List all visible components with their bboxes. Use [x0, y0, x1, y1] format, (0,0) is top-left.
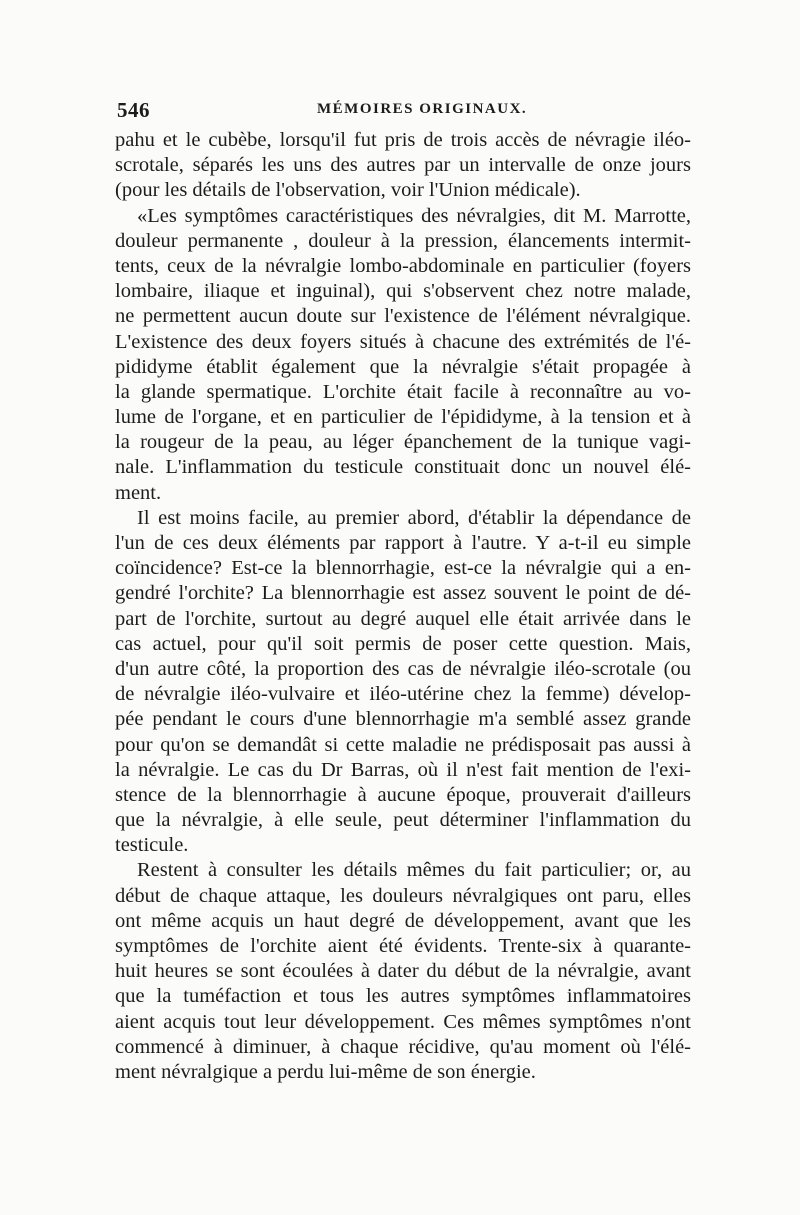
text-line: l'un de ces deux éléments par rapport à l'autre. Y a-t-il eu simple — [115, 532, 691, 554]
text-line: la névralgie. Le cas du Dr Barras, où il n'est fait mention de l'exi- — [115, 758, 691, 781]
text-line: début de chaque attaque, les douleurs névralgiques ont paru, elles — [115, 884, 691, 907]
text-line: scrotale, séparés les uns des autres par un intervalle de onze jours — [115, 154, 691, 177]
text-line: Il est moins facile, au premier abord, d'établir la dépendance de — [137, 506, 691, 529]
text-line: ment névralgique a perdu lui-même de son énergie. — [115, 1060, 536, 1083]
text-line: huit heures se sont écoulées à dater du début de la névralgie, avant — [115, 960, 691, 983]
text-line: cas actuel, pour qu'il soit permis de poser cette question. Mais, — [115, 632, 691, 655]
text-line: gendré l'orchite? La blennorrhagie est assez souvent le point de dé- — [115, 582, 691, 605]
text-line: que la névralgie, à elle seule, peut déterminer l'inflammation du — [115, 809, 691, 832]
text-line: Restent à consulter les détails mêmes du fait particulier; or, au — [137, 859, 691, 882]
text-line: pididyme établit également que la névralgie s'était propagée à — [115, 355, 691, 378]
text-line: pée pendant le cours d'une blennorrhagie m'a semblé assez grande — [115, 708, 691, 731]
text-line: testicule. — [115, 834, 189, 857]
text-line: lume de l'organe, et en particulier de l'épididyme, à la tension et à — [115, 406, 691, 429]
text-line: ne permettent aucun doute sur l'existence de l'élément névralgique. — [115, 305, 691, 328]
text-line: stence de la blennorrhagie à aucune époque, prouverait d'ailleurs — [115, 783, 691, 806]
text-line: commencé à diminuer, à chaque récidive, qu'au moment où l'élé- — [115, 1035, 691, 1058]
text-line: ont même acquis un haut degré de développement, avant que les — [115, 909, 691, 932]
running-head — [117, 98, 690, 124]
text-line: pour qu'on se demandât si cette maladie ne prédisposait pas aussi à — [115, 733, 691, 756]
text-line: nale. L'inflammation du testicule constituait donc un nouvel élé- — [115, 456, 691, 479]
text-line: coïncidence? Est-ce la blennorrhagie, est-ce la névralgie qui a en- — [115, 557, 691, 580]
text-line: aient acquis tout leur développement. Ces mêmes symptômes n'ont — [115, 1010, 691, 1033]
text-line: la rougeur de la peau, au léger épanchement de la tunique vagi- — [115, 431, 691, 454]
text-line: douleur permanente , douleur à la pression, élancements intermit- — [115, 229, 691, 252]
text-line: pahu et le cubèbe, lorsqu'il fut pris de trois accès de névragie iléo- — [115, 129, 691, 151]
text-line: symptômes de l'orchite aient été évidents. Trente-six à quarante- — [115, 935, 691, 957]
text-line: que la tuméfaction et tous les autres symptômes inflammatoires — [115, 985, 691, 1008]
text-line: d'un autre côté, la proportion des cas de névralgie iléo-scrotale (ou — [115, 657, 691, 680]
text-line: lombaire, iliaque et inguinal), qui s'observent chez notre malade, — [115, 280, 691, 303]
text-line: de névralgie iléo-vulvaire et iléo-utérine chez la femme) dévelop- — [115, 683, 691, 706]
running-title: MÉMOIRES ORIGINAUX. — [317, 101, 528, 117]
page-number: 546 — [117, 98, 150, 122]
text-line: tents, ceux de la névralgie lombo-abdominale en particulier (foyers — [115, 254, 691, 277]
text-line: «Les symptômes caractéristiques des névralgies, dit M. Marrotte, — [137, 204, 691, 227]
body-text — [115, 128, 691, 1085]
text-line: ment. — [115, 481, 162, 504]
text-line: L'existence des deux foyers situés à chacune des extrémités de l'é- — [115, 330, 691, 353]
text-line: (pour les détails de l'observation, voir l'Union médicale). — [115, 179, 581, 202]
text-line: part de l'orchite, surtout au degré auquel elle était arrivée dans le — [115, 607, 691, 630]
text-line: la glande spermatique. L'orchite était facile à reconnaître au vo- — [115, 380, 691, 403]
